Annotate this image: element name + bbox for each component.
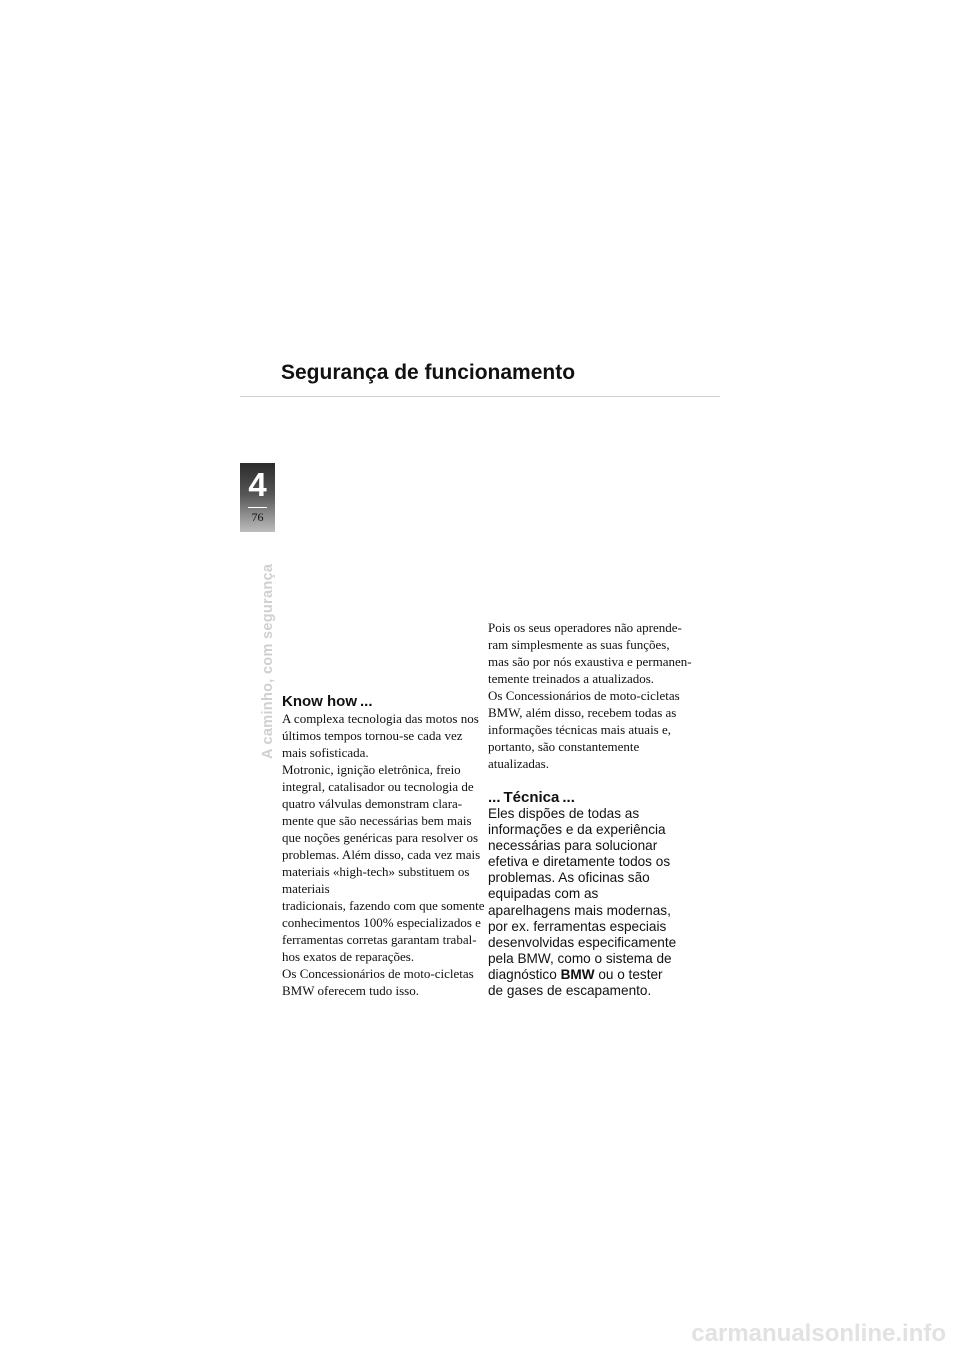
page-number: 76 [251, 510, 264, 524]
text-line: pela BMW, como o sistema de [488, 950, 672, 966]
chapter-number: 4 [248, 466, 267, 503]
text-line: Eles dispões de todas as [488, 806, 640, 821]
text-line: hos exatos de reparações. [282, 949, 415, 964]
text-line: mais sofisticada. [282, 745, 369, 760]
text-line: tradicionais, fazendo com que somente [282, 898, 485, 913]
chapter-tab-divider [248, 507, 267, 508]
text-line: conhecimentos 100% especializados e [282, 915, 481, 930]
know-how-heading: Know how ... [282, 693, 373, 710]
text-line: problemas. As oficinas são [488, 870, 650, 886]
text-line: materiais [282, 881, 330, 896]
page-title: Segurança de funcionamento [281, 361, 576, 384]
text-line: materiais «high-tech» substituem os [282, 864, 470, 879]
text-line: que noções genéricas para resolver os [282, 830, 478, 845]
text-line: aparelhagens mais modernas, [488, 902, 671, 918]
text-line: ram simplesmente as suas funções, [488, 637, 670, 652]
text-line: mas são por nós exaustiva e permanen- [488, 654, 692, 669]
title-divider [240, 396, 720, 397]
text-line: últimos tempos tornou-se cada vez [282, 728, 463, 743]
text-line: Os Concessionários de moto-cicletas [488, 688, 680, 703]
text-line: informações técnicas mais atuais e, [488, 722, 672, 737]
text-line: de gases de escapamento. [488, 983, 652, 999]
text-span: ou o tester [594, 966, 663, 982]
text-line: BMW, além disso, recebem todas as [488, 705, 677, 720]
tecnica-heading: ... Técnica ... [488, 789, 575, 806]
know-how-paragraph [282, 710, 485, 999]
site-watermark: carmanualsonline.info [691, 1320, 946, 1347]
bmw-brand-text: BMW [560, 966, 595, 982]
operators-paragraph [488, 619, 692, 772]
chapter-side-label: A caminho, com segurança [260, 563, 276, 759]
text-line: mente que são necessárias bem mais [282, 813, 472, 828]
text-line: necessárias para solucionar [488, 838, 658, 854]
text-line: atualizadas. [488, 756, 549, 771]
text-line: desenvolvidas especificamente [488, 934, 677, 950]
text-line: portanto, são constantemente [488, 739, 640, 754]
text-line: Pois os seus operadores não aprende- [488, 620, 682, 635]
text-line: temente treinados a atualizados. [488, 671, 655, 686]
text-line: efetiva e diretamente todos os [488, 854, 671, 870]
text-line: quatro válvulas demonstram clara- [282, 796, 463, 811]
text-line: A complexa tecnologia das motos nos [282, 711, 479, 726]
text-line: problemas. Além disso, cada vez mais [282, 847, 481, 862]
text-line: integral, catalisador ou tecnologia de [282, 779, 474, 794]
text-line: por ex. ferramentas especiais [488, 918, 667, 934]
text-line: equipadas com as [488, 886, 599, 902]
chapter-tab [240, 463, 275, 532]
tecnica-paragraph [488, 806, 676, 999]
text-line: Motronic, ignição eletrônica, freio [282, 762, 461, 777]
text-line: BMW oferecem tudo isso. [282, 983, 419, 998]
text-line: informações e da experiência [488, 822, 666, 838]
text-line: Os Concessionários de moto-cicletas [282, 966, 474, 981]
text-line [488, 967, 676, 983]
text-line: ferramentas corretas garantam trabal- [282, 932, 477, 947]
text-span: diagnóstico [488, 966, 561, 982]
